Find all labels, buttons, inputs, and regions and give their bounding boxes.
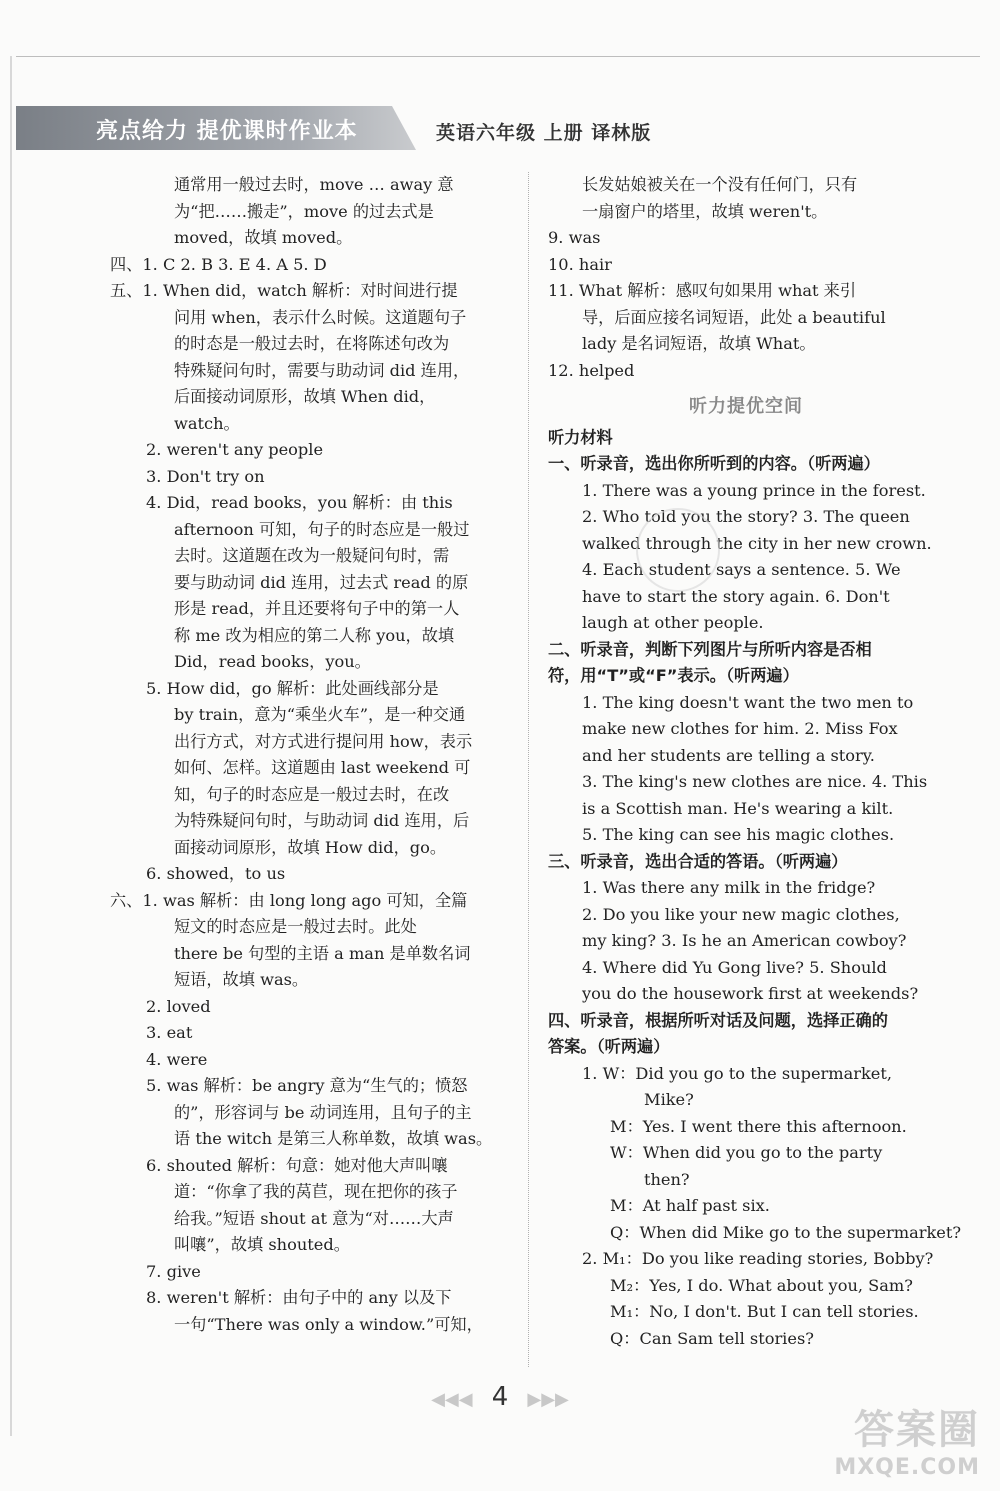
text-line: 问用 when，表示什么时候。这道题句子 [174,307,467,327]
text-line: 2. weren't any people [146,440,324,459]
page-number: 4 [491,1382,509,1412]
text-line: 11. What 解析：感叹句如果用 what 来引 [548,281,857,300]
text-line: 答案。（听两遍） [548,1037,670,1056]
left-column [110,172,510,1338]
text-line: 形是 read，并且还要将句子中的第一人 [174,599,460,618]
text-line: walked through the city in her new crown. [582,533,932,553]
text-line: laugh at other people. [582,613,764,632]
text-line: 3. Don't try on [146,466,265,486]
site-watermark [834,1398,980,1480]
text-line: afternoon 可知，句子的时态应是一般过 [174,519,470,539]
text-line: 叫嚷”，故填 shouted。 [174,1235,350,1254]
text-line: 4. Did，read books，you 解析：由 this [146,493,453,512]
text-line: 语 the witch 是第三人称单数，故填 was。 [174,1129,493,1148]
text-line: 4. were [146,1049,208,1069]
text-line: 为特殊疑问句时，与助动词 did 连用，后 [174,811,470,830]
text-line: 五、1. When did，watch 解析：对时间进行提 [110,281,458,300]
right-column-answers [548,172,944,384]
text-line: 导，后面应接名词短语，此处 a beautiful [582,307,886,327]
text-line: 一扇窗户的塔里，故填 weren't。 [582,201,828,221]
text-line: W：When did you go to the party [610,1143,883,1162]
text-line: 1. Was there any milk in the fridge? [582,878,876,897]
text-line: then? [644,1169,690,1189]
text-line: 知，句子的时态应是一般过去时，在改 [174,784,450,804]
text-line: my king? 3. Is he an American cowboy? [582,931,907,950]
text-line: 8. weren't 解析：由句子中的 any 以及下 [146,1288,452,1307]
text-line: there be 句型的主语 a man 是单数名词 [174,943,471,963]
text-line: 2. Do you like your new magic clothes, [582,904,900,924]
text-line: Q：When did Mike go to the supermarket? [610,1222,962,1242]
text-line: 6. shouted 解析：句意：她对他大声叫嚷 [146,1155,448,1175]
text-line: 短文的时态应是一般过去时。此处 [174,917,417,936]
top-rule [16,56,980,57]
text-line: 短语，故填 was。 [174,970,309,989]
text-line: 给我。”短语 shout at 意为“对……大声 [174,1208,454,1228]
text-line: 通常用一般过去时，move … away 意 [174,175,454,194]
text-line: by train，意为“乘坐火车”，是一种交通 [174,705,466,724]
text-line: 长发姑娘被关在一个没有任何门，只有 [582,175,858,194]
text-line: M₂：Yes, I do. What about you, Sam? [610,1275,913,1295]
text-line: 的”，形容词与 be 动词连用，且句子的主 [174,1102,472,1122]
text-line: 面接动词原形，故填 How did，go。 [174,837,447,857]
prev-arrows-icon: ◀◀◀ [431,1389,473,1410]
right-column [548,172,962,1352]
text-line: 六、1. was 解析：由 long long ago 可知，全篇 [110,890,468,910]
text-line: 2. Who told you the story? 3. The queen [582,507,910,526]
text-line: 如何、怎样。这道题由 last weekend 可 [174,758,471,777]
text-line: 12. helped [548,360,635,380]
series-title: 亮点给力 提优课时作业本 [96,119,358,144]
text-line: 4. Each student says a sentence. 5. We [582,560,901,579]
text-line: have to start the story again. 6. Don't [582,586,890,606]
text-line: 7. give [146,1261,201,1281]
text-line: 1. The king doesn't want the two men to [582,692,914,712]
text-line: 后面接动词原形，故填 When did， [174,387,436,406]
listening-material-label: 听力材料 [548,427,613,447]
text-line: Mike? [644,1090,694,1109]
text-line: 1. W：Did you go to the supermarket, [582,1063,893,1083]
text-line: 称 me 改为相应的第二人称 you，故填 [174,625,455,645]
text-line: 5. How did，go 解析：此处画线部分是 [146,678,439,698]
text-line: M：At half past six. [610,1196,770,1215]
text-line: 道：“你拿了我的莴苣，现在把你的孩子 [174,1182,458,1201]
text-line: 5. The king can see his magic clothes. [582,825,895,844]
listening-material [548,451,962,1352]
text-line: 3. The king's new clothes are nice. 4. This [582,772,928,791]
text-line: 2. loved [146,996,211,1016]
faded-stamp-mark [636,508,720,592]
book-title: 英语六年级 上册 译林版 [436,122,652,144]
watermark-line2: MXQE.COM [834,1455,980,1480]
text-line: 特殊疑问句时，需要与助动词 did 连用， [174,360,470,380]
text-line: you do the housework first at weekends? [582,984,919,1003]
text-line: 二、听录音，判断下列图片与所听内容是否相 [548,639,872,659]
text-line: 去时。这道题在改为一般疑问句时，需 [174,546,450,565]
text-line: 2. M₁：Do you like reading stories, Bobby? [582,1249,934,1268]
text-line: 为“把……搬走”，move 的过去式是 [174,201,434,221]
text-line: 1. There was a young prince in the forest. [582,480,926,500]
text-line: 的时态是一般过去时，在将陈述句改为 [174,334,450,353]
column-divider [528,172,529,1367]
text-line: M：Yes. I went there this afternoon. [610,1116,907,1136]
text-line: 4. Where did Yu Gong live? 5. Should [582,957,887,977]
next-arrows-icon: ▶▶▶ [527,1389,569,1410]
text-line: 一、听录音，选出你所听到的内容。（听两遍） [548,454,880,473]
text-line: watch。 [174,413,240,433]
text-line: 9. was [548,228,601,247]
text-line: 出行方式，对方式进行提问用 how，表示 [174,731,473,751]
text-line: 要与助动词 did 连用，过去式 read 的原 [174,572,469,592]
text-line: and her students are telling a story. [582,745,875,765]
text-line: 10. hair [548,254,612,274]
text-line: 一句“There was only a window.”可知， [174,1314,483,1334]
text-line: lady 是名词短语，故填 What。 [582,334,816,353]
text-line: Did，read books，you。 [174,652,371,671]
page-binding-edge [10,56,12,1436]
text-line: 三、听录音，选出合适的答语。（听两遍） [548,851,848,871]
text-line: make new clothes for him. 2. Miss Fox [582,719,898,738]
text-line: is a Scottish man. He's wearing a kilt. [582,798,894,818]
text-line: 5. was 解析：be angry 意为“生气的；愤怒 [146,1076,468,1095]
text-line: M₁：No, I don't. But I can tell stories. [610,1302,919,1321]
text-line: Q：Can Sam tell stories? [610,1328,814,1348]
text-line: 符，用“T”或“F”表示。（听两遍） [548,666,799,685]
text-line: 四、听录音，根据所听对话及问题，选择正确的 [548,1010,888,1030]
watermark-line1: 答案圈 [854,1407,980,1453]
text-line: 3. eat [146,1023,193,1042]
text-line: 6. showed，to us [146,864,286,883]
text-line: 四、1. C 2. B 3. E 4. A 5. D [110,254,327,274]
text-line: moved，故填 moved。 [174,228,353,247]
listening-section-title: 听力提优空间 [689,396,803,417]
